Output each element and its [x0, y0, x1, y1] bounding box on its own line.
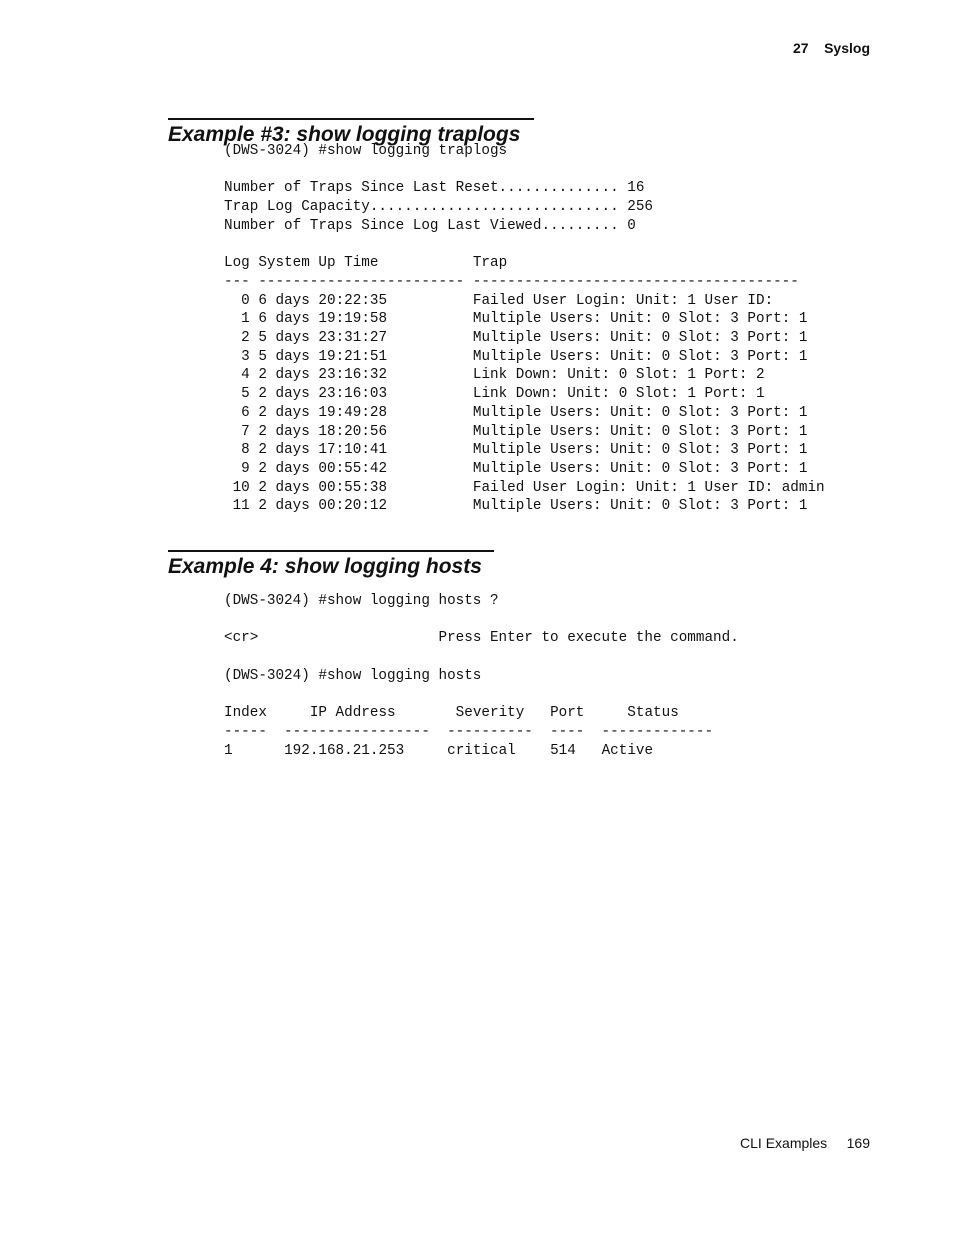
trap-log-message: Multiple Users: Unit: 0 Slot: 3 Port: 1 [472, 423, 808, 440]
summary-label: Trap Log Capacity............................. [224, 199, 619, 216]
trap-log-message: Multiple Users: Unit: 0 Slot: 3 Port: 1 [472, 330, 808, 347]
summary-value: 16 [627, 180, 645, 197]
trap-log-index: 11 [232, 498, 250, 515]
trap-log-message: Failed User Login: Unit: 1 User ID: [472, 292, 774, 309]
trap-log-row [224, 349, 807, 365]
trap-log-index: 7 [241, 423, 250, 440]
trap-log-message: Link Down: Unit: 0 Slot: 1 Port: 2 [472, 367, 765, 384]
summary-value: 0 [627, 217, 636, 234]
trap-log-message: Link Down: Unit: 0 Slot: 1 Port: 1 [472, 386, 765, 403]
column-header-status: Status [627, 705, 679, 722]
column-header-ip: IP Address [309, 705, 396, 722]
host-severity: critical [447, 742, 516, 759]
summary-label: Number of Traps Since Log Last Viewed......... [224, 217, 619, 234]
trap-log-row [224, 480, 825, 496]
trap-log-uptime: 6 days 19:19:58 [258, 311, 388, 328]
running-header [793, 40, 870, 56]
help-text: Press Enter to execute the command. [438, 630, 739, 647]
trap-log-index: 4 [241, 367, 250, 384]
trap-log-uptime: 2 days 18:20:56 [258, 423, 388, 440]
trap-log-row [224, 424, 807, 440]
hosts-output [224, 592, 739, 760]
trap-log-uptime: 2 days 00:55:38 [258, 479, 388, 496]
chapter-title: Syslog [824, 40, 870, 56]
column-header-log: Log [224, 255, 250, 272]
trap-log-row [224, 330, 807, 346]
page-number: 169 [846, 1135, 870, 1151]
trap-log-uptime: 2 days 23:16:03 [258, 386, 388, 403]
host-port: 514 [550, 742, 576, 759]
trap-log-index: 2 [241, 330, 250, 347]
column-header-trap: Trap [472, 255, 508, 272]
trap-log-message: Multiple Users: Unit: 0 Slot: 3 Port: 1 [472, 404, 808, 421]
host-ip: 192.168.21.253 [284, 742, 405, 759]
trap-log-index: 6 [241, 404, 250, 421]
trap-log-row [224, 498, 807, 514]
trap-log-index: 10 [232, 479, 250, 496]
column-header-severity: Severity [455, 705, 525, 722]
summary-line-trap-log-capacity [224, 199, 653, 215]
trap-log-row [224, 405, 807, 421]
trap-log-message: Multiple Users: Unit: 0 Slot: 3 Port: 1 [472, 311, 808, 328]
summary-value: 256 [627, 199, 654, 216]
footer-section: CLI Examples [740, 1135, 828, 1151]
hosts-command: (DWS-3024) #show logging hosts [224, 667, 482, 684]
host-index: 1 [224, 742, 233, 759]
chapter-number: 27 [792, 40, 809, 56]
hosts-separator: ----- ----------------- ---------- ---- ------------- [224, 723, 714, 740]
trap-log-message: Multiple Users: Unit: 0 Slot: 3 Port: 1 [472, 348, 808, 365]
traplogs-header-row [224, 255, 507, 271]
trap-log-row [224, 442, 807, 458]
host-status: Active [601, 742, 654, 759]
trap-log-row [224, 311, 807, 327]
traplogs-separator: --- ------------------------ -------------------------------------- [224, 273, 799, 290]
trap-log-index: 8 [241, 442, 250, 459]
trap-log-row [224, 367, 765, 383]
traplogs-rows [224, 293, 825, 515]
trap-log-uptime: 5 days 19:21:51 [258, 348, 388, 365]
trap-log-index: 0 [241, 292, 250, 309]
trap-log-uptime: 6 days 20:22:35 [258, 292, 388, 309]
trap-log-index: 3 [241, 348, 250, 365]
trap-log-row [224, 293, 773, 309]
summary-label: Number of Traps Since Last Reset.............. [224, 180, 619, 197]
traplogs-command: (DWS-3024) #show logging traplogs [224, 143, 508, 159]
trap-log-index: 9 [241, 460, 250, 477]
help-row [224, 630, 739, 646]
trap-log-uptime: 2 days 19:49:28 [258, 404, 388, 421]
trap-log-uptime: 2 days 23:16:32 [258, 367, 388, 384]
trap-log-row [224, 461, 807, 477]
trap-log-uptime: 2 days 00:20:12 [258, 498, 388, 515]
trap-log-uptime: 2 days 00:55:42 [258, 460, 388, 477]
hosts-header-row [224, 705, 679, 721]
column-header-uptime: System Up Time [258, 255, 379, 272]
example3-title: Example #3: show logging traplogs [168, 118, 534, 148]
running-footer [740, 1135, 870, 1151]
host-row [224, 743, 653, 759]
column-header-index: Index [224, 705, 267, 722]
trap-log-index: 1 [241, 311, 250, 328]
trap-log-message: Multiple Users: Unit: 0 Slot: 3 Port: 1 [472, 442, 808, 459]
trap-log-uptime: 2 days 17:10:41 [258, 442, 388, 459]
column-header-port: Port [550, 705, 585, 722]
example4-title: Example 4: show logging hosts [168, 550, 494, 580]
trap-log-uptime: 5 days 23:31:27 [258, 330, 388, 347]
trap-log-message: Failed User Login: Unit: 1 User ID: admin [472, 479, 825, 496]
trap-log-message: Multiple Users: Unit: 0 Slot: 3 Port: 1 [472, 498, 808, 515]
summary-line-traps-since-reset [224, 180, 644, 196]
trap-log-row [224, 386, 765, 402]
help-option: <cr> [224, 630, 259, 647]
hosts-help-command: (DWS-3024) #show logging hosts ? [224, 593, 499, 609]
traplogs-output [224, 142, 825, 516]
summary-line-traps-since-viewed [224, 218, 636, 234]
trap-log-message: Multiple Users: Unit: 0 Slot: 3 Port: 1 [472, 460, 808, 477]
trap-log-index: 5 [241, 386, 250, 403]
hosts-rows [224, 743, 653, 759]
